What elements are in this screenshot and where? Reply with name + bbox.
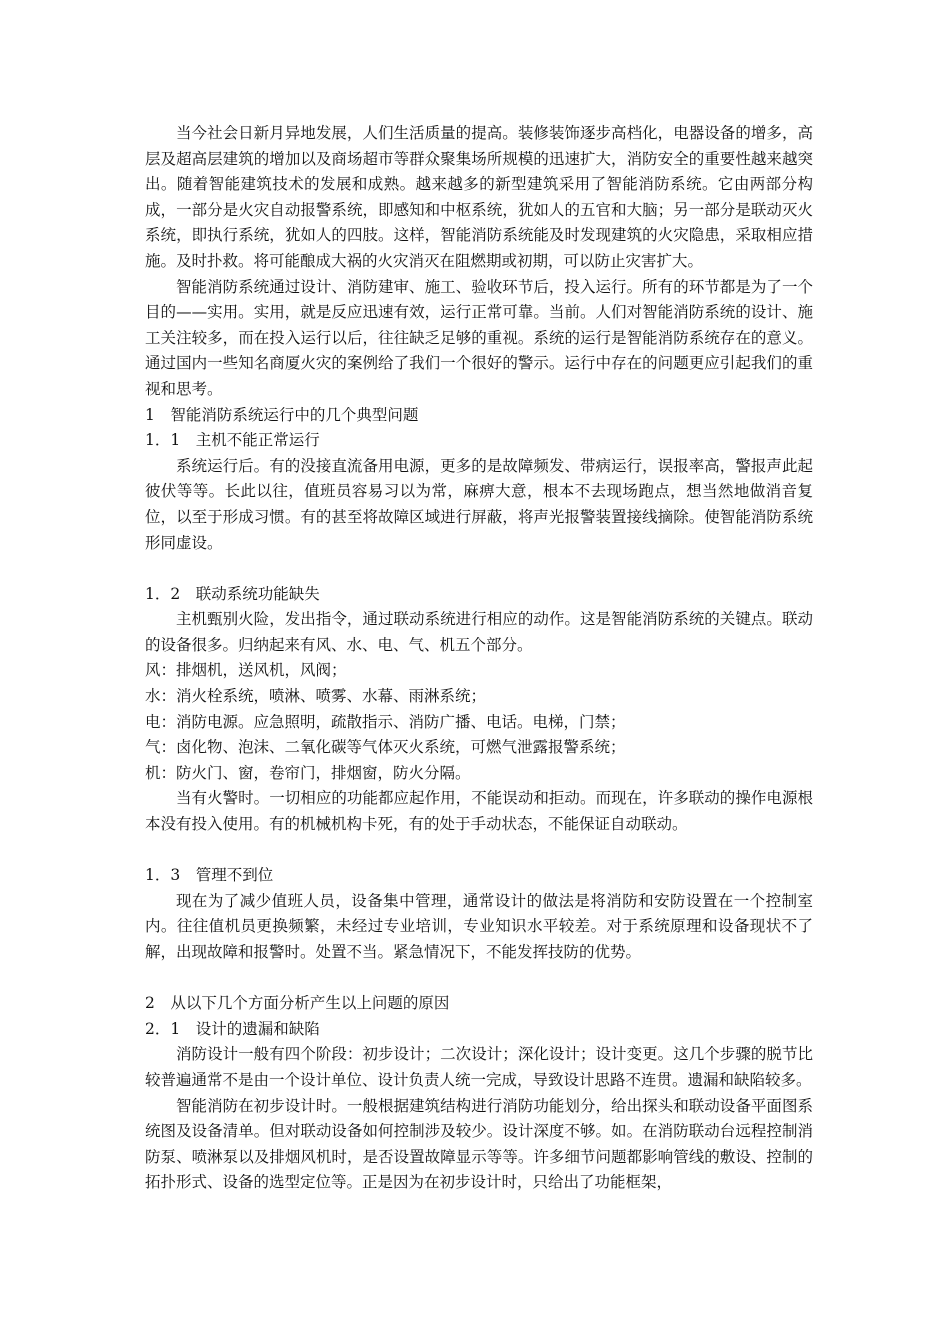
section-2-1-paragraph: 消防设计一般有四个阶段：初步设计；二次设计；深化设计；设计变更。这几个步骤的脱节比较普遍通常不是由一个设计单位、设计负责人统一完成，导致设计思路不连贯。遗漏和缺陷较多。 (145, 1045, 813, 1089)
section-2-1-heading: 2．1 设计的遗漏和缺陷 (145, 1019, 320, 1038)
intro-paragraph-2: 智能消防系统通过设计、消防建审、施工、验收环节后，投入运行。所有的环节都是为了一个目的——实用。实用，就是反应迅速有效，运行正常可靠。当前。人们对智能消防系统的设计、施工关注较多，而在投入运行以后，往往缺乏足够的重视。系统的运行是智能消防系统存在的意义。通过国内一些知名商厦火灾的案例给了我们一个很好的警示。运行中存在的问题更应引起我们的重视和思考。 (145, 277, 813, 398)
spacer (145, 838, 813, 864)
section-1-heading: 1 智能消防系统运行中的几个典型问题 (145, 405, 419, 424)
linkage-item-wind: 风：排烟机，送风机，风阀； (145, 661, 347, 680)
spacer (145, 966, 813, 992)
section-1-1-heading: 1．1 主机不能正常运行 (145, 431, 320, 450)
section-1-2-heading: 1．2 联动系统功能缺失 (145, 584, 320, 603)
section-1-2-paragraph: 主机甄别火险，发出指令，通过联动系统进行相应的动作。这是智能消防系统的关键点。联动的设备很多。归纳起来有风、水、电、气、机五个部分。 (145, 610, 813, 654)
section-1-1-paragraph: 系统运行后。有的没接直流备用电源，更多的是故障频发、带病运行，误报率高，警报声此起彼伏等等。长此以往，值班员容易习以为常，麻痹大意，根本不去现场跑点，想当然地做消音复位，以至于形成习惯。有的甚至将故障区域进行屏蔽，将声光报警装置接线摘除。使智能消防系统形同虚设。 (145, 456, 813, 552)
linkage-item-water: 水：消火栓系统，喷淋、喷雾、水幕、雨淋系统； (145, 687, 487, 706)
intro-paragraph-1: 当今社会日新月异地发展，人们生活质量的提高。装修装饰逐步高档化，电器设备的增多，高层及超高层建筑的增加以及商场超市等群众聚集场所规模的迅速扩大，消防安全的重要性越来越突出。随着智能建筑技术的发展和成熟。越来越多的新型建筑采用了智能消防系统。它由两部分构成，一部分是火灾自动报警系统，即感知和中枢系统，犹如人的五官和大脑；另一部分是联动灭火系统，即执行系统，犹如人的四肢。这样，智能消防系统能及时发现建筑的火灾隐患，采取相应措施。及时扑救。将可能酿成大祸的火灾消灭在阻燃期或初期，可以防止灾害扩大。 (145, 124, 813, 270)
linkage-item-gas: 气：卤化物、泡沫、二氧化碳等气体灭火系统，可燃气泄露报警系统； (145, 738, 626, 757)
linkage-item-mechanical: 机：防火门、窗，卷帘门，排烟窗，防火分隔。 (145, 763, 471, 782)
spacer (145, 556, 813, 582)
section-1-3-paragraph: 现在为了减少值班人员，设备集中管理，通常设计的做法是将消防和安防设置在一个控制室内。往往值机员更换频繁，未经过专业培训，专业知识水平较差。对于系统原理和设备现状不了解，出现故障和报警时。处置不当。紧急情况下，不能发挥技防的优势。 (145, 891, 813, 961)
section-2-heading: 2 从以下几个方面分析产生以上问题的原因 (145, 994, 450, 1013)
section-1-2-paragraph-2: 当有火警时。一切相应的功能都应起作用，不能误动和拒动。而现在，许多联动的操作电源根本没有投入使用。有的机械机构卡死，有的处于手动状态，不能保证自动联动。 (145, 789, 813, 834)
linkage-item-electric: 电：消防电源。应急照明，疏散指示、消防广播、电话。电梯，门禁； (145, 712, 626, 731)
section-1-3-heading: 1．3 管理不到位 (145, 866, 274, 885)
document-page (145, 121, 813, 1196)
section-2-1-paragraph-2: 智能消防在初步设计时。一般根据建筑结构进行消防功能划分，给出探头和联动设备平面图系统图及设备清单。但对联动设备如何控制涉及较少。设计深度不够。如。在消防联动台远程控制消防泵、喷淋泵以及排烟风机时，是否设置故障显示等等。许多细节问题都影响管线的敷设、控制的拓扑形式、设备的选型定位等。正是因为在初步设计时，只给出了功能框架， (145, 1096, 813, 1192)
